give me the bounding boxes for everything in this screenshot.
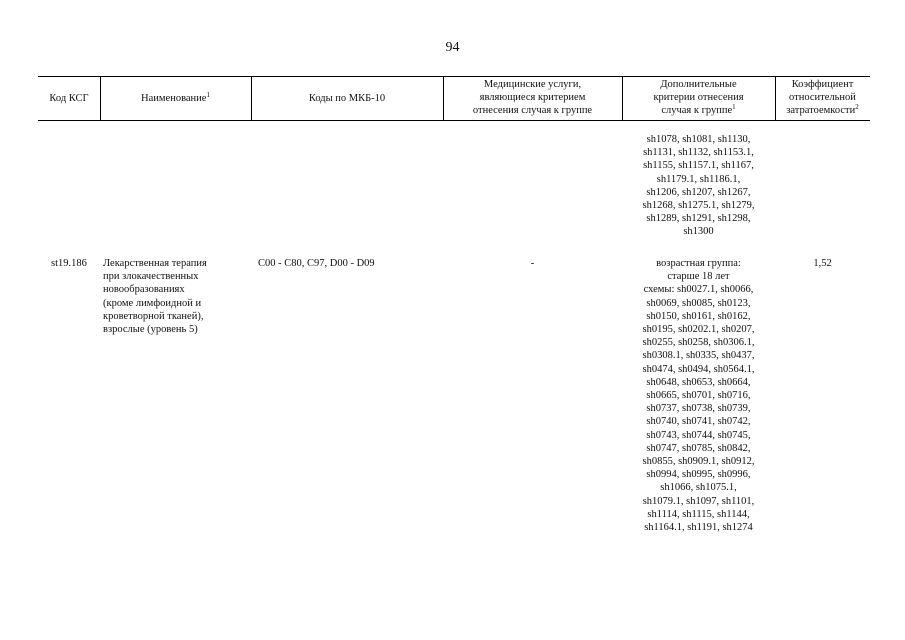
continuation-extra-cell xyxy=(622,133,775,239)
text-line: sh0195, sh0202.1, sh0207, xyxy=(642,324,755,336)
header-services-line: отнесения случая к группе xyxy=(472,105,593,117)
text-line: кроветворной тканей), xyxy=(103,310,204,322)
header-coef-line xyxy=(775,104,870,117)
header-extra-last: случая к группе xyxy=(661,105,733,117)
text-line: sh0255, sh0258, sh0306.1, xyxy=(642,337,755,349)
header-coef-line: относительной xyxy=(789,92,856,104)
text-line: sh0737, sh0738, sh0739, xyxy=(646,403,751,415)
text-line: sh1066, sh1075.1, xyxy=(660,482,737,494)
text-line: sh1155, sh1157.1, sh1167, xyxy=(643,160,754,172)
text-line: sh0069, sh0085, sh0123, xyxy=(646,297,751,309)
text-line: схемы: sh0027.1, sh0066, xyxy=(643,284,754,296)
footnote-marker: 1 xyxy=(206,91,210,99)
header-services-line: являющиеся критерием xyxy=(479,92,586,104)
text-line: sh0665, sh0701, sh0716, xyxy=(646,390,751,402)
header-extra-line xyxy=(622,104,775,117)
text-line: старше 18 лет xyxy=(667,271,730,283)
text-line: sh0740, sh0741, sh0742, xyxy=(646,416,751,428)
text-line: sh1164.1, sh1191, sh1274 xyxy=(644,522,753,534)
header-services-line: Медицинские услуги, xyxy=(483,79,582,90)
text-line: sh0743, sh0744, sh0745, xyxy=(646,429,751,441)
text-line: новообразованиях xyxy=(103,284,185,296)
text-line: возрастная группа: xyxy=(656,258,741,269)
text-line: при злокачественных xyxy=(103,271,199,283)
text-line: sh1131, sh1132, sh1153.1, xyxy=(643,147,754,159)
row-coef: 1,52 xyxy=(813,258,832,269)
text-line: (кроме лимфоидной и xyxy=(103,297,202,309)
text-line: sh0855, sh0909.1, sh0912, xyxy=(642,456,755,468)
header-coef-line: Коэффициент xyxy=(791,79,854,90)
text-line: sh1300 xyxy=(683,226,714,238)
header-coef-last: затратоемкости xyxy=(786,105,856,117)
text-line: sh1179.1, sh1186.1, xyxy=(656,173,741,185)
table-header-bottom-rule xyxy=(38,120,870,121)
footnote-marker: 2 xyxy=(855,103,859,112)
row-code: st19.186 xyxy=(51,258,87,269)
text-line: взрослые (уровень 5) xyxy=(103,324,198,336)
header-services xyxy=(443,78,622,118)
text-line: sh1079.1, sh1097, sh1101, xyxy=(642,495,755,507)
footnote-marker: 1 xyxy=(732,103,736,112)
text-line: sh0474, sh0494, sh0564.1, xyxy=(642,363,755,375)
page-number: 94 xyxy=(445,40,460,55)
header-code: Код КСГ xyxy=(49,93,89,104)
text-line: sh1206, sh1207, sh1267, xyxy=(646,186,751,198)
text-line: sh1268, sh1275.1, sh1279, xyxy=(642,200,755,212)
text-line: sh1114, sh1115, sh1144, xyxy=(647,508,750,520)
text-line: sh0648, sh0653, sh0664, xyxy=(646,376,751,388)
text-line: sh1289, sh1291, sh1298, xyxy=(646,213,751,225)
text-line: sh0308.1, sh0335, sh0437, xyxy=(642,350,755,362)
header-name-text: Наименование xyxy=(141,93,207,104)
text-line: sh0150, sh0161, sh0162, xyxy=(646,310,751,322)
text-line: sh0747, sh0785, sh0842, xyxy=(646,442,751,454)
header-mkb: Коды по МКБ-10 xyxy=(308,93,386,104)
header-extra-line: критерии отнесения xyxy=(653,92,744,104)
header-name xyxy=(100,92,251,105)
row-services: - xyxy=(530,258,535,269)
table-top-rule xyxy=(38,76,870,77)
text-line: sh1078, sh1081, sh1130, xyxy=(646,134,751,145)
row-name xyxy=(103,257,251,336)
header-coef xyxy=(775,78,870,118)
row-mkb: C00 - C80, C97, D00 - D09 xyxy=(258,258,375,269)
header-extra xyxy=(622,78,775,118)
text-line: Лекарственная терапия xyxy=(103,258,207,269)
row-extra xyxy=(622,257,775,534)
text-line: sh0994, sh0995, sh0996, xyxy=(646,469,751,481)
header-extra-line: Дополнительные xyxy=(660,79,737,90)
